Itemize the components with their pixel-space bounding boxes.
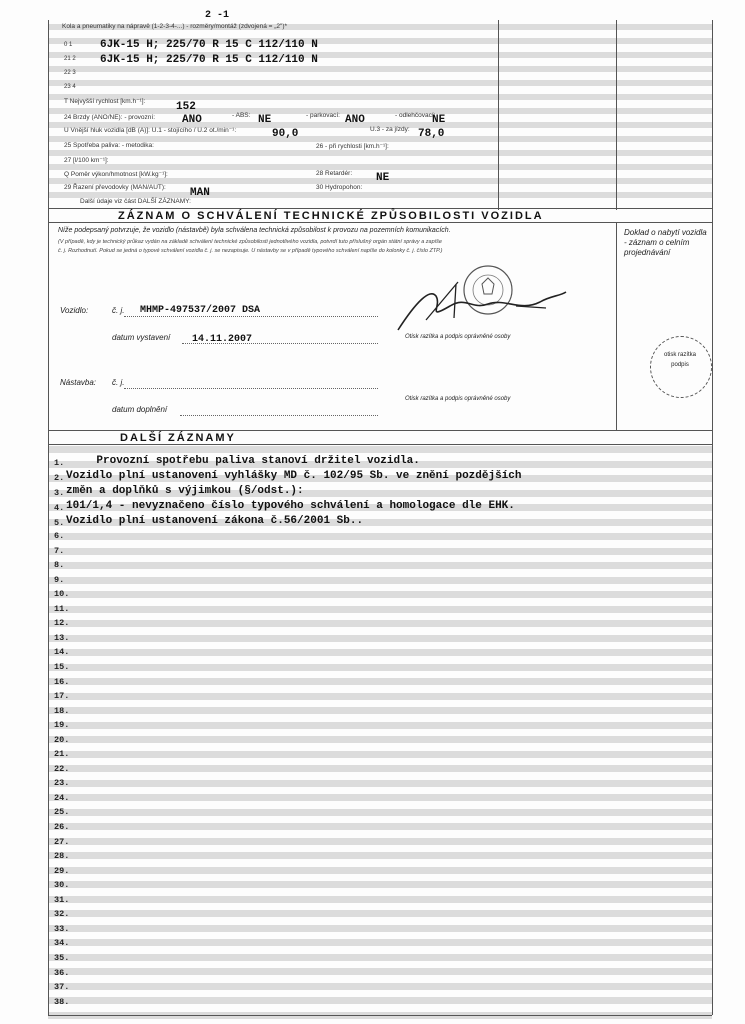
power-ratio-label: Q Poměr výkon/hmotnost [kW.kg⁻¹]:	[64, 171, 168, 178]
entry-text: Vozidlo plní ustanovení vyhlášky MD č. 102/95 Sb. ve znění pozdějších	[66, 470, 522, 482]
tire-row-label: 22 3	[64, 70, 76, 76]
line-number: 13.	[54, 632, 70, 643]
stripe	[48, 533, 712, 540]
line-number: 7.	[54, 545, 65, 556]
records-title: DALŠÍ ZÁZNAMY	[120, 432, 236, 444]
line-number: 34.	[54, 938, 70, 949]
entry-text: Vozidlo plní ustanovení zákona č.56/2001 Sb..	[66, 515, 364, 527]
stripe	[48, 446, 712, 453]
entry-text: 101/1,4 - nevyznačeno číslo typového schválení a homologace dle EHK.	[66, 500, 515, 512]
line-number: 23.	[54, 778, 70, 789]
fuel-100-label: 27 [l/100 km⁻¹]:	[64, 157, 109, 164]
retarder-brake-value: NE	[432, 114, 446, 126]
stripe	[48, 678, 712, 685]
stripe	[48, 707, 712, 714]
parking-label: - parkovací:	[306, 112, 340, 119]
line-number: 32.	[54, 909, 70, 920]
stripe	[48, 661, 712, 672]
completed-label: datum doplnění	[112, 405, 168, 414]
noise-u1-value: 90,0	[272, 128, 299, 140]
stripe	[48, 693, 712, 700]
fuel-speed-label: 26 - při rychlosti [km.h⁻¹]:	[316, 143, 389, 150]
tire-row-label: 23 4	[64, 84, 76, 90]
abs-value: NE	[258, 114, 272, 126]
stripe	[48, 997, 712, 1004]
retarder-value: NE	[376, 172, 390, 184]
line-number: 36.	[54, 967, 70, 978]
max-speed-label: T Nejvyšší rychlost [km.h⁻¹]:	[64, 98, 146, 105]
stripe	[48, 809, 712, 816]
line-number: 25.	[54, 807, 70, 818]
tire-line-2: 6JK-15 H; 225/70 R 15 C 112/110 N	[100, 54, 318, 66]
rule-records-title	[48, 444, 712, 445]
noise-u3-label: U.3 - za jízdy:	[370, 126, 410, 133]
approval-note-2: č. j. Rozhodnutí. Pokud se jedná o typové schválení vozidla č. j. se nezapisuje. U nástavby se v případě typového schválení napíše do kolonky č. j. číslo ZTP.)	[58, 248, 443, 254]
line-number: 31.	[54, 894, 70, 905]
entry-number: 2.	[54, 473, 65, 483]
fuel-label: 25 Spotřeba paliva: - metodika:	[64, 142, 154, 149]
frame-right	[712, 20, 713, 1015]
entry-text: Provozní spotřebu paliva stanoví držitel vozidla.	[70, 455, 420, 467]
approval-title: ZÁZNAM O SCHVÁLENÍ TECHNICKÉ ZPŮSOBILOSTI VOZIDLA	[118, 210, 544, 222]
divider-top-right-2	[616, 20, 617, 210]
gearbox-label: 29 Řazení převodovky (MAN/AUT):	[64, 184, 166, 191]
issued-label: datum vystavení	[112, 333, 171, 342]
line-number: 29.	[54, 865, 70, 876]
divider-top-right	[498, 20, 499, 210]
stripe	[48, 954, 712, 961]
line-number: 6.	[54, 531, 65, 541]
body-cj-line	[124, 388, 378, 389]
rule-approval-top	[48, 208, 712, 209]
line-number: 37.	[54, 982, 70, 993]
tire-line-1: 6JK-15 H; 225/70 R 15 C 112/110 N	[100, 39, 318, 51]
header-fragment: 2 -1	[205, 10, 230, 21]
vehicle-cj-line	[124, 316, 378, 317]
gearbox-value: MAN	[190, 187, 210, 199]
line-number: 16.	[54, 676, 70, 687]
tires-label: Kola a pneumatiky na nápravě (1-2-3-4-...) - rozměry/montáž (zdvojená = „2")*	[62, 23, 288, 30]
stripe	[48, 867, 712, 874]
line-number: 17.	[54, 691, 70, 702]
stripe	[48, 925, 712, 932]
stripe	[48, 562, 712, 569]
line-number: 14.	[54, 647, 70, 658]
abs-label: - ABS:	[232, 112, 251, 119]
brakes-label: 24 Brzdy (ANO/NE): - provozní:	[64, 114, 156, 121]
line-number: 9.	[54, 574, 65, 585]
line-number: 15.	[54, 661, 70, 672]
stripe	[48, 591, 712, 598]
brakes-service-value: ANO	[182, 114, 202, 126]
tire-row-label: 0 1	[64, 42, 73, 48]
line-number: 18.	[54, 705, 70, 716]
stripe	[48, 851, 712, 862]
line-number: 26.	[54, 822, 70, 832]
line-number: 30.	[54, 880, 70, 891]
line-number: 21.	[54, 749, 70, 760]
stripe	[48, 649, 712, 656]
rule-approval-title	[48, 222, 712, 223]
noise-label: U Vnější hluk vozidla [dB (A)]: U.1 - stojícího / U.2 ot./min⁻¹:	[64, 127, 237, 134]
vehicle-label: Vozidlo:	[60, 306, 89, 315]
retarder-label: 28 Retardér:	[316, 170, 353, 177]
hydro-label: 30 Hydropohon:	[316, 184, 363, 191]
tire-row-label: 21 2	[64, 56, 76, 62]
body-cj-label: č. j.	[112, 378, 125, 387]
entry-number: 1.	[54, 458, 65, 468]
line-number: 11.	[54, 603, 70, 614]
stripe	[48, 545, 712, 556]
line-number: 33.	[54, 923, 70, 934]
stripe	[48, 823, 712, 830]
stripe	[48, 982, 712, 993]
approval-note-1: (V případě, kdy je technický průkaz vydán na základě schválení technické způsobilosti jednotlivého vozidla, potvrdí tuto příslušný orgán státní správy a zapíše	[58, 239, 442, 245]
frame-left	[48, 20, 49, 1015]
vehicle-cj-label: č. j.	[112, 306, 125, 315]
stripe	[48, 94, 712, 100]
stripe	[48, 603, 712, 614]
stripe	[48, 909, 712, 920]
stripe	[48, 765, 712, 772]
stripe	[48, 736, 712, 743]
stripe	[48, 794, 712, 801]
line-number: 20.	[54, 734, 70, 745]
line-number: 24.	[54, 792, 70, 803]
stripe	[48, 632, 712, 643]
divider-approval-side	[616, 222, 617, 430]
stripe	[48, 880, 712, 891]
entry-number: 3.	[54, 488, 65, 498]
stripe	[48, 722, 712, 729]
stamp-circle-text: otisk razítka podpis	[663, 352, 696, 368]
stripe	[48, 938, 712, 949]
entry-number: 5.	[54, 518, 65, 528]
more-data-label: Další údaje viz část DALŠÍ ZÁZNAMY:	[80, 198, 191, 205]
noise-u3-value: 78,0	[418, 128, 445, 140]
line-number: 22.	[54, 763, 70, 774]
stripe	[48, 574, 712, 585]
issued-date-value: 14.11.2007	[192, 334, 253, 345]
line-number: 19.	[54, 720, 70, 731]
line-number: 27.	[54, 836, 70, 847]
line-number: 38.	[54, 996, 70, 1007]
stripe	[48, 838, 712, 845]
parking-value: ANO	[345, 114, 365, 126]
stripe	[48, 896, 712, 903]
retarder-brake-label: - odlehčovací:	[395, 112, 436, 119]
customs-record-label: Doklad o nabytí vozidla - záznam o celním projednávání	[624, 228, 707, 257]
stripe	[48, 780, 712, 787]
max-speed-value: 152	[176, 101, 196, 113]
vehicle-cj-value: MHMP-497537/2007 DSA	[140, 305, 261, 316]
line-number: 12.	[54, 618, 70, 629]
approval-intro: Níže podepsaný potvrzuje, že vozidlo (nástavbě) byla schválena technická způsobilost k provozu na pozemních komunikacích.	[58, 227, 451, 234]
stripe	[48, 80, 712, 86]
line-number: 10.	[54, 589, 70, 600]
entry-number: 4.	[54, 503, 65, 513]
line-number: 8.	[54, 560, 65, 571]
signature-stamp-icon	[396, 262, 576, 334]
stripe	[48, 620, 712, 627]
line-number: 28.	[54, 851, 70, 862]
stripe	[48, 150, 712, 156]
stamp-caption-1: Otisk razítka a podpis oprávněné osoby	[405, 334, 511, 340]
completed-date-line	[180, 415, 378, 416]
entry-text: změn a doplňků s výjimkou (§/odst.):	[66, 485, 304, 497]
rule-records-top	[48, 430, 712, 431]
stripe	[48, 968, 712, 975]
stripe	[48, 751, 712, 758]
body-label: Nástavba:	[60, 378, 97, 387]
line-number: 35.	[54, 952, 70, 963]
stamp-caption-2: Otisk razítka a podpis oprávněné osoby	[405, 396, 511, 402]
stripe	[48, 66, 712, 72]
rule-bottom	[48, 1015, 712, 1016]
